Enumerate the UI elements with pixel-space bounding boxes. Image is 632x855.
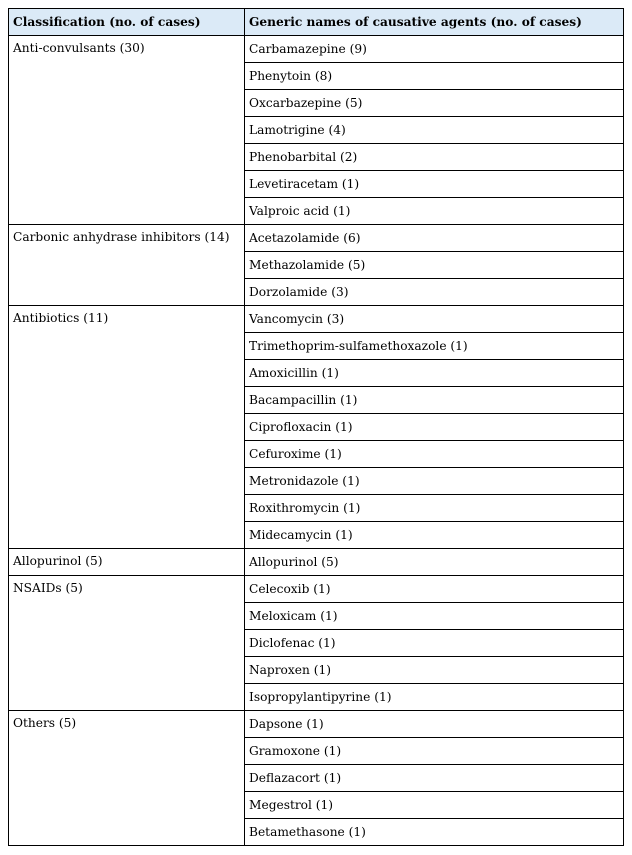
table-row <box>9 225 624 252</box>
classification-cell: Others (5) <box>9 711 245 846</box>
table-row <box>9 576 624 603</box>
classification-cell: Allopurinol (5) <box>9 549 245 576</box>
classification-cell: Carbonic anhydrase inhibitors (14) <box>9 225 245 306</box>
header-classification: Classification (no. of cases) <box>9 9 245 36</box>
agent-cell: Cefuroxime (1) <box>245 441 624 468</box>
table-header-row <box>9 9 624 36</box>
agent-cell: Meloxicam (1) <box>245 603 624 630</box>
agent-cell: Ciprofloxacin (1) <box>245 414 624 441</box>
agent-cell: Allopurinol (5) <box>245 549 624 576</box>
agent-cell: Carbamazepine (9) <box>245 36 624 63</box>
agent-cell: Roxithromycin (1) <box>245 495 624 522</box>
agent-cell: Acetazolamide (6) <box>245 225 624 252</box>
agent-cell: Levetiracetam (1) <box>245 171 624 198</box>
agent-cell: Bacampacillin (1) <box>245 387 624 414</box>
agent-cell: Vancomycin (3) <box>245 306 624 333</box>
agent-cell: Dorzolamide (3) <box>245 279 624 306</box>
agent-cell: Valproic acid (1) <box>245 198 624 225</box>
agent-cell: Lamotrigine (4) <box>245 117 624 144</box>
agent-cell: Amoxicillin (1) <box>245 360 624 387</box>
classification-cell: Antibiotics (11) <box>9 306 245 549</box>
agent-cell: Deflazacort (1) <box>245 765 624 792</box>
agent-cell: Metronidazole (1) <box>245 468 624 495</box>
agent-cell: Dapsone (1) <box>245 711 624 738</box>
table-row <box>9 36 624 63</box>
header-causative-agents: Generic names of causative agents (no. of cases) <box>245 9 624 36</box>
table-row <box>9 711 624 738</box>
agent-cell: Betamethasone (1) <box>245 819 624 846</box>
agent-cell: Phenobarbital (2) <box>245 144 624 171</box>
agent-cell: Naproxen (1) <box>245 657 624 684</box>
agent-cell: Midecamycin (1) <box>245 522 624 549</box>
table-body <box>9 36 624 846</box>
classification-cell: NSAIDs (5) <box>9 576 245 711</box>
agent-cell: Gramoxone (1) <box>245 738 624 765</box>
agent-cell: Methazolamide (5) <box>245 252 624 279</box>
agent-cell: Oxcarbazepine (5) <box>245 90 624 117</box>
causative-agents-table <box>8 8 624 846</box>
table-row <box>9 549 624 576</box>
agent-cell: Isopropylantipyrine (1) <box>245 684 624 711</box>
agent-cell: Megestrol (1) <box>245 792 624 819</box>
classification-cell: Anti-convulsants (30) <box>9 36 245 225</box>
agent-cell: Phenytoin (8) <box>245 63 624 90</box>
agent-cell: Trimethoprim-sulfamethoxazole (1) <box>245 333 624 360</box>
table-row <box>9 306 624 333</box>
agent-cell: Celecoxib (1) <box>245 576 624 603</box>
agent-cell: Diclofenac (1) <box>245 630 624 657</box>
